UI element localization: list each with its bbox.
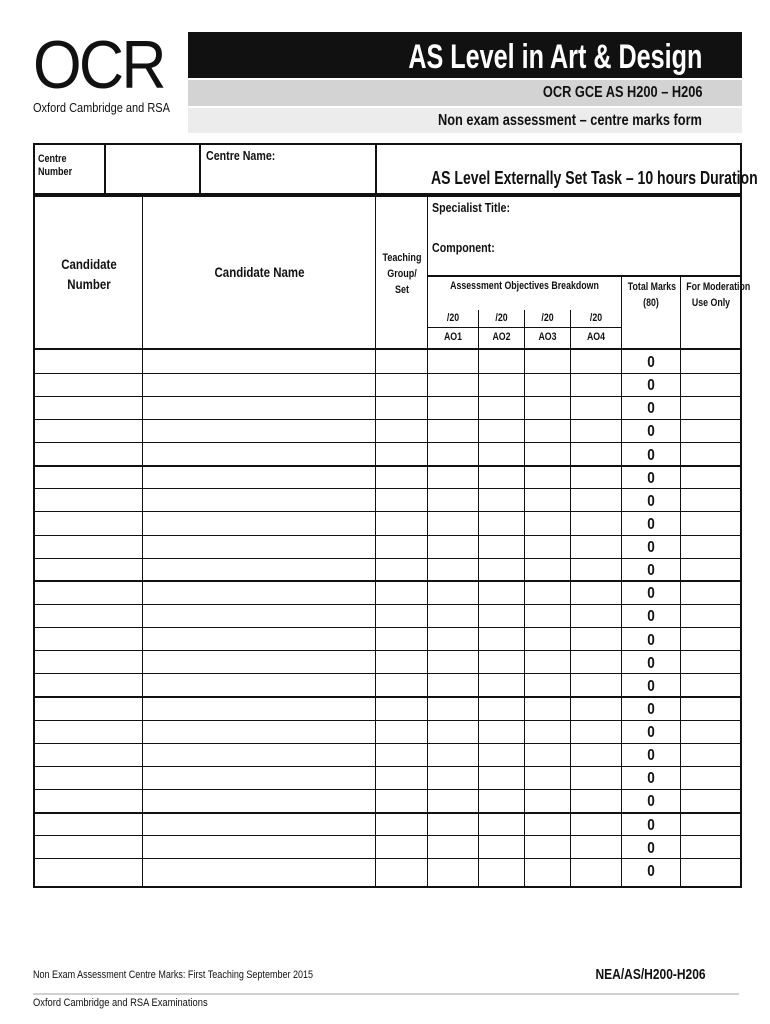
candidate-number-cell[interactable]: [35, 860, 142, 881]
ao1-cell[interactable]: [428, 767, 478, 788]
ao4-cell[interactable]: [571, 536, 621, 557]
centre-number-label: Centre Number: [38, 153, 73, 178]
total-marks-value: 0: [647, 354, 655, 371]
ao2-cell[interactable]: [479, 860, 524, 881]
ao4-cell[interactable]: [571, 652, 621, 673]
ao3-cell[interactable]: [525, 559, 570, 580]
total-marks-value: 0: [647, 793, 655, 811]
teaching-group-cell[interactable]: [376, 467, 427, 488]
candidate-name-cell[interactable]: [143, 767, 375, 788]
moderation-cell[interactable]: [681, 675, 740, 696]
total-marks-value: 0: [647, 654, 655, 672]
teaching-group-cell[interactable]: [376, 536, 427, 557]
candidate-name-cell[interactable]: [143, 444, 375, 465]
moderation-cell[interactable]: [681, 582, 740, 603]
ao4-cell[interactable]: [571, 559, 621, 580]
total-marks-value: 0: [647, 492, 655, 510]
candidate-name-cell[interactable]: [143, 467, 375, 488]
ao-breakdown-header: Assessment Objectives Breakdown: [450, 280, 599, 292]
component-field[interactable]: [490, 238, 740, 260]
total-marks-value: 0: [647, 515, 655, 533]
ao1-cell[interactable]: [428, 490, 478, 511]
ao4-cell[interactable]: [571, 397, 621, 418]
ao2-cell[interactable]: [479, 605, 524, 626]
teaching-group-cell[interactable]: [376, 513, 427, 534]
logo-mark: OCR: [33, 27, 164, 103]
teaching-group-cell[interactable]: [376, 698, 427, 719]
ao4-cell[interactable]: [571, 767, 621, 788]
ao4-cell[interactable]: [571, 814, 621, 835]
teaching-group-cell[interactable]: [376, 837, 427, 858]
ao3-cell[interactable]: [525, 837, 570, 858]
ao3-cell[interactable]: [525, 351, 570, 372]
teaching-group-cell[interactable]: [376, 652, 427, 673]
candidate-number-cell[interactable]: [35, 536, 142, 557]
candidate-name-header: Candidate Name: [214, 264, 305, 280]
teaching-group-cell[interactable]: [376, 814, 427, 835]
candidate-name-cell[interactable]: [143, 652, 375, 673]
ao3-cell[interactable]: [525, 790, 570, 811]
teaching-group-header: Teaching Group/ Set: [382, 252, 422, 296]
ao2-cell[interactable]: [479, 536, 524, 557]
total-marks-value: 0: [647, 631, 655, 649]
ao4-cell[interactable]: [571, 467, 621, 488]
ao3-cell[interactable]: [525, 374, 570, 395]
candidate-name-cell[interactable]: [143, 814, 375, 835]
candidate-number-cell[interactable]: [35, 721, 142, 742]
candidate-name-cell[interactable]: [143, 420, 375, 441]
total-marks-value: 0: [647, 423, 655, 441]
candidate-number-cell[interactable]: [35, 790, 142, 811]
ao2-cell[interactable]: [479, 490, 524, 511]
footer-rule: [33, 993, 739, 995]
specialist-title-label: Specialist Title:: [432, 200, 511, 215]
ao3-cell[interactable]: [525, 536, 570, 557]
ao1-cell[interactable]: [428, 814, 478, 835]
ao3-cell[interactable]: [525, 605, 570, 626]
ao2-cell[interactable]: [479, 652, 524, 673]
candidate-number-cell[interactable]: [35, 837, 142, 858]
ao4-cell[interactable]: [571, 837, 621, 858]
ao2-cell[interactable]: [479, 675, 524, 696]
centre-name-label: Centre Name:: [206, 148, 276, 163]
ao1-cell[interactable]: [428, 629, 478, 650]
ao1-cell[interactable]: [428, 374, 478, 395]
candidate-name-cell[interactable]: [143, 837, 375, 858]
component-label: Component:: [432, 240, 495, 255]
candidate-name-cell[interactable]: [143, 721, 375, 742]
candidate-name-cell[interactable]: [143, 698, 375, 719]
candidate-name-cell[interactable]: [143, 351, 375, 372]
candidate-name-cell[interactable]: [143, 559, 375, 580]
moderation-cell[interactable]: [681, 698, 740, 719]
moderation-cell[interactable]: [681, 629, 740, 650]
teaching-group-cell[interactable]: [376, 490, 427, 511]
ao3-cell[interactable]: [525, 420, 570, 441]
divider: [375, 143, 377, 195]
candidate-number-cell[interactable]: [35, 397, 142, 418]
candidate-number-cell[interactable]: [35, 490, 142, 511]
moderation-cell[interactable]: [681, 351, 740, 372]
teaching-group-cell[interactable]: [376, 559, 427, 580]
teaching-group-cell[interactable]: [376, 420, 427, 441]
moderation-cell[interactable]: [681, 605, 740, 626]
ao4-cell[interactable]: [571, 582, 621, 603]
candidate-number-cell[interactable]: [35, 652, 142, 673]
teaching-group-cell[interactable]: [376, 605, 427, 626]
candidate-number-cell[interactable]: [35, 444, 142, 465]
ao3-cell[interactable]: [525, 860, 570, 881]
ao2-cell[interactable]: [479, 374, 524, 395]
ao2-label: AO2: [492, 331, 511, 343]
candidate-number-cell[interactable]: [35, 374, 142, 395]
ao3-cell[interactable]: [525, 675, 570, 696]
moderation-cell[interactable]: [681, 721, 740, 742]
total-marks-value: 0: [647, 446, 655, 464]
total-marks-value: 0: [647, 539, 655, 557]
ao4-cell[interactable]: [571, 351, 621, 372]
centre-number-field[interactable]: [106, 145, 199, 193]
ao4-cell[interactable]: [571, 605, 621, 626]
ao2-cell[interactable]: [479, 559, 524, 580]
teaching-group-cell[interactable]: [376, 444, 427, 465]
total-marks-value: 0: [647, 700, 655, 718]
ao3-cell[interactable]: [525, 814, 570, 835]
ao3-cell[interactable]: [525, 767, 570, 788]
candidate-number-cell[interactable]: [35, 767, 142, 788]
form-title: AS Level in Art & Design: [407, 38, 702, 76]
ao4-cell[interactable]: [571, 698, 621, 719]
ao1-cell[interactable]: [428, 559, 478, 580]
candidate-number-cell[interactable]: [35, 420, 142, 441]
ao3-cell[interactable]: [525, 444, 570, 465]
ao3-cell[interactable]: [525, 629, 570, 650]
moderation-header: For Moderation Use Only: [686, 281, 751, 309]
total-marks-value: 0: [647, 469, 655, 487]
candidate-number-cell[interactable]: [35, 467, 142, 488]
ao2-cell[interactable]: [479, 814, 524, 835]
ao1-cell[interactable]: [428, 513, 478, 534]
ao2-cell[interactable]: [479, 767, 524, 788]
total-marks-value: 0: [647, 839, 655, 857]
ao2-cell[interactable]: [479, 467, 524, 488]
candidate-name-cell[interactable]: [143, 629, 375, 650]
ao4-max: /20: [589, 312, 603, 324]
ao2-cell[interactable]: [479, 629, 524, 650]
centre-name-field[interactable]: [201, 164, 375, 193]
moderation-cell[interactable]: [681, 397, 740, 418]
moderation-cell[interactable]: [681, 652, 740, 673]
moderation-cell[interactable]: [681, 513, 740, 534]
subtitle-band: [188, 80, 742, 106]
teaching-group-cell[interactable]: [376, 744, 427, 765]
total-marks-value: 0: [647, 747, 655, 765]
ao3-label: AO3: [538, 331, 557, 343]
teaching-group-cell[interactable]: [376, 582, 427, 603]
ao3-cell[interactable]: [525, 513, 570, 534]
teaching-group-cell[interactable]: [376, 397, 427, 418]
candidate-name-cell[interactable]: [143, 513, 375, 534]
moderation-cell[interactable]: [681, 790, 740, 811]
ao2-cell[interactable]: [479, 444, 524, 465]
moderation-cell[interactable]: [681, 374, 740, 395]
ao1-max: /20: [446, 312, 460, 324]
candidate-name-cell[interactable]: [143, 744, 375, 765]
total-marks-header: Total Marks (80): [627, 281, 677, 309]
ao1-cell[interactable]: [428, 582, 478, 603]
ao4-cell[interactable]: [571, 790, 621, 811]
logo-subtitle: Oxford Cambridge and RSA: [33, 101, 170, 115]
ao1-cell[interactable]: [428, 790, 478, 811]
ao1-cell[interactable]: [428, 652, 478, 673]
candidate-number-cell[interactable]: [35, 513, 142, 534]
teaching-group-cell[interactable]: [376, 675, 427, 696]
teaching-group-cell[interactable]: [376, 374, 427, 395]
ao1-cell[interactable]: [428, 721, 478, 742]
teaching-group-cell[interactable]: [376, 860, 427, 881]
ao1-cell[interactable]: [428, 444, 478, 465]
candidate-number-cell[interactable]: [35, 698, 142, 719]
candidate-name-cell[interactable]: [143, 675, 375, 696]
ao2-cell[interactable]: [479, 582, 524, 603]
candidate-name-cell[interactable]: [143, 536, 375, 557]
ao1-cell[interactable]: [428, 860, 478, 881]
ao3-cell[interactable]: [525, 490, 570, 511]
teaching-group-cell[interactable]: [376, 721, 427, 742]
candidate-number-cell[interactable]: [35, 351, 142, 372]
total-marks-value: 0: [647, 400, 655, 418]
ao4-cell[interactable]: [571, 744, 621, 765]
moderation-cell[interactable]: [681, 767, 740, 788]
row-divider: [427, 275, 742, 277]
form-subtitle: OCR GCE AS H200 – H206: [542, 84, 702, 101]
candidate-number-cell[interactable]: [35, 675, 142, 696]
ao2-cell[interactable]: [479, 790, 524, 811]
total-marks-value: 0: [647, 724, 655, 742]
candidate-number-cell[interactable]: [35, 744, 142, 765]
candidate-number-cell[interactable]: [35, 559, 142, 580]
moderation-cell[interactable]: [681, 837, 740, 858]
ao1-cell[interactable]: [428, 467, 478, 488]
moderation-cell[interactable]: [681, 536, 740, 557]
ao4-cell[interactable]: [571, 374, 621, 395]
candidate-name-cell[interactable]: [143, 374, 375, 395]
ao2-cell[interactable]: [479, 513, 524, 534]
ao3-cell[interactable]: [525, 397, 570, 418]
form-name: Non exam assessment – centre marks form: [438, 112, 702, 129]
form-name-band: [188, 108, 742, 133]
candidate-name-cell[interactable]: [143, 790, 375, 811]
teaching-group-cell[interactable]: [376, 351, 427, 372]
ao3-cell[interactable]: [525, 744, 570, 765]
ao4-label: AO4: [586, 331, 606, 343]
ao4-cell[interactable]: [571, 490, 621, 511]
moderation-cell[interactable]: [681, 444, 740, 465]
teaching-group-cell[interactable]: [376, 790, 427, 811]
total-marks-value: 0: [647, 608, 655, 626]
ao2-cell[interactable]: [479, 721, 524, 742]
total-marks-value: 0: [647, 677, 655, 695]
candidate-number-cell[interactable]: [35, 582, 142, 603]
total-marks-value: 0: [647, 816, 655, 834]
total-marks-value: 0: [647, 585, 655, 603]
candidate-number-cell[interactable]: [35, 605, 142, 626]
ao2-cell[interactable]: [479, 420, 524, 441]
moderation-cell[interactable]: [681, 559, 740, 580]
ao3-max: /20: [541, 312, 554, 324]
moderation-cell[interactable]: [681, 490, 740, 511]
total-marks-value: 0: [647, 862, 655, 880]
ocr-logo: [33, 27, 193, 123]
ao3-cell[interactable]: [525, 721, 570, 742]
ao1-cell[interactable]: [428, 351, 478, 372]
teaching-group-cell[interactable]: [376, 629, 427, 650]
candidate-number-cell[interactable]: [35, 814, 142, 835]
moderation-cell[interactable]: [681, 420, 740, 441]
ao4-cell[interactable]: [571, 420, 621, 441]
ao3-cell[interactable]: [525, 467, 570, 488]
ao1-label: AO1: [443, 331, 463, 343]
moderation-cell[interactable]: [681, 467, 740, 488]
total-marks-value: 0: [647, 770, 655, 788]
ao1-cell[interactable]: [428, 420, 478, 441]
ao2-cell[interactable]: [479, 837, 524, 858]
total-marks-value: 0: [647, 562, 655, 580]
ao1-cell[interactable]: [428, 698, 478, 719]
ao3-cell[interactable]: [525, 582, 570, 603]
candidate-number-header: Candidate Number: [61, 256, 117, 292]
ao4-cell[interactable]: [571, 629, 621, 650]
candidate-name-cell[interactable]: [143, 490, 375, 511]
ao2-cell[interactable]: [479, 698, 524, 719]
ao1-cell[interactable]: [428, 536, 478, 557]
ao1-cell[interactable]: [428, 397, 478, 418]
candidate-name-cell[interactable]: [143, 397, 375, 418]
candidate-number-cell[interactable]: [35, 629, 142, 650]
ao2-cell[interactable]: [479, 744, 524, 765]
moderation-cell[interactable]: [681, 860, 740, 881]
ao1-cell[interactable]: [428, 675, 478, 696]
ao1-cell[interactable]: [428, 837, 478, 858]
ao4-cell[interactable]: [571, 444, 621, 465]
ao4-cell[interactable]: [571, 513, 621, 534]
ao2-cell[interactable]: [479, 397, 524, 418]
ao4-cell[interactable]: [571, 860, 621, 881]
teaching-group-cell[interactable]: [376, 767, 427, 788]
total-marks-value: 0: [647, 377, 655, 395]
ao1-cell[interactable]: [428, 744, 478, 765]
ao4-cell[interactable]: [571, 721, 621, 742]
moderation-cell[interactable]: [681, 814, 740, 835]
ao4-cell[interactable]: [571, 675, 621, 696]
moderation-cell[interactable]: [681, 744, 740, 765]
row-divider: [427, 327, 622, 328]
form-code: NEA/AS/H200-H206: [595, 966, 706, 983]
specialist-title-field[interactable]: [500, 198, 740, 220]
task-title: AS Level Externally Set Task – 10 hours Duration: [431, 168, 758, 188]
candidate-name-cell[interactable]: [143, 860, 375, 881]
ao2-max: /20: [495, 312, 508, 324]
footer-org: Oxford Cambridge and RSA Examinations: [33, 997, 208, 1009]
ao2-cell[interactable]: [479, 351, 524, 372]
ao3-cell[interactable]: [525, 652, 570, 673]
footer-note: Non Exam Assessment Centre Marks: First Teaching September 2015: [33, 969, 314, 981]
title-band: [188, 32, 742, 78]
header-bottom: [33, 348, 742, 350]
ao1-cell[interactable]: [428, 605, 478, 626]
ao3-cell[interactable]: [525, 698, 570, 719]
candidate-name-cell[interactable]: [143, 605, 375, 626]
candidate-name-cell[interactable]: [143, 582, 375, 603]
